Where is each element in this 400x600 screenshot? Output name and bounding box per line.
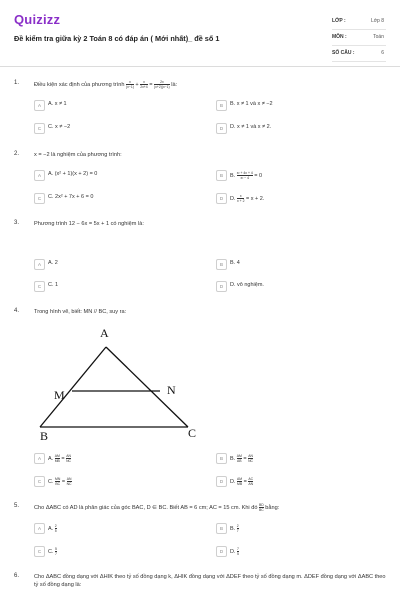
header-divider [0, 66, 400, 67]
option-text: A. (x² + 1)(x + 2) = 0 [48, 171, 98, 177]
meta-row-subject [332, 30, 386, 46]
option-badge: D [216, 123, 227, 134]
label-b: B [40, 429, 49, 443]
option-text: C. x ≠ −2 [48, 124, 71, 130]
option-4d[interactable] [216, 476, 366, 486]
option-badge: B [216, 259, 227, 270]
label-n: N [167, 383, 176, 397]
meta-label: LỚP : [332, 18, 346, 24]
fraction: $\frac{5}{7}$ [55, 547, 57, 556]
option-text: B. $\frac{\text{x² + 4x + 4}}{\text{x² − 4}}$ = 0 [230, 171, 263, 180]
fraction: $\frac{AM}{MB}$ [237, 477, 243, 486]
option-5c[interactable] [34, 546, 184, 556]
option-4a[interactable] [34, 453, 184, 463]
meta-label: SỐ CÂU : [332, 50, 355, 56]
label-a: A [100, 326, 109, 340]
option-badge: B [216, 170, 227, 181]
meta-row-class [332, 14, 386, 30]
meta-label: MÔN : [332, 34, 347, 40]
meta-value: Toán [373, 34, 384, 40]
fraction: $\frac{AN}{NC}$ [66, 477, 72, 486]
option-1a[interactable] [34, 100, 184, 110]
option-text: D. vô nghiệm. [230, 282, 264, 288]
option-text: B. x ≠ 1 và x ≠ −2 [230, 101, 273, 107]
fraction: $\frac{x}{2x+4}$ [140, 80, 148, 89]
option-5a[interactable] [34, 523, 184, 533]
option-badge: A [34, 453, 45, 464]
fraction: $\frac{AN}{NC}$ [248, 454, 254, 463]
option-4c[interactable] [34, 476, 184, 486]
fraction: $\frac{AM}{MB}$ [54, 454, 60, 463]
side-ab [40, 347, 106, 427]
quizizz-logo: Quizizz [14, 12, 61, 27]
option-text: D. $\frac{AM}{MB}$ = $\frac{AC}{AN}$ [230, 477, 254, 486]
option-text: C. $\frac{5}{7}$ [48, 547, 57, 556]
option-badge: B [216, 453, 227, 464]
option-text: C. 2x² + 7x + 6 = 0 [48, 194, 94, 200]
option-text: D. $\frac{7}{5}$ [230, 547, 239, 556]
option-3b[interactable] [216, 259, 366, 269]
option-2c[interactable] [34, 193, 184, 203]
document-title: Đề kiểm tra giữa kỳ 2 Toán 8 có đáp án ( Mới nhất)_ đề số 1 [14, 34, 220, 43]
question-text-tail: là: [171, 81, 178, 88]
option-2d[interactable] [216, 193, 366, 203]
option-5d[interactable] [216, 546, 366, 556]
question-text: Điều kiện xác định của phương trình $\frac{x}{(x-1)}$ + $\frac{x}{2x+4}$ = $\frac{2x}{(x+2)(x-1)}$ là: [34, 80, 178, 89]
option-4b[interactable] [216, 453, 366, 463]
meta-value: 6 [381, 50, 384, 56]
question-text-main: Điều kiện xác định của phương trình [34, 81, 125, 88]
option-badge: A [34, 170, 45, 181]
option-text: B. $\frac{AM}{AB}$ = $\frac{AN}{NC}$ [230, 454, 254, 463]
option-text: A. $\frac{AM}{MB}$ = $\frac{AN}{NC}$ [48, 454, 72, 463]
question-text: x = −2 là nghiệm của phương trình: [34, 152, 122, 158]
option-3c[interactable] [34, 281, 184, 291]
option-2b[interactable] [216, 170, 366, 180]
question-text: Cho ΔABC đồng dạng với ΔHIK theo tỷ số đồng dạng k, ΔHIK đồng dạng với ΔDEF theo tỷ số đồng dạng m. ΔDEF đồng dạng với ΔABC theo tỷ số đồng dạng là: [34, 574, 386, 588]
option-text: B. 4 [230, 260, 240, 266]
option-badge: D [216, 476, 227, 487]
option-text: C. 1 [48, 282, 59, 288]
fraction: $\frac{x}{x + 2}$ [237, 194, 245, 203]
meta-row-count [332, 46, 386, 62]
option-badge: C [34, 546, 45, 557]
option-text: D. $\frac{x}{x + 2}$ = x + 2. [230, 194, 265, 203]
option-text: A. $\frac{2}{5}$ [48, 524, 57, 533]
meta-box [332, 14, 386, 62]
option-3a[interactable] [34, 259, 184, 269]
question-number: 5. [14, 503, 20, 509]
option-badge: C [34, 476, 45, 487]
header [0, 0, 400, 66]
fraction: $\frac{2}{5}$ [54, 524, 57, 533]
fraction: $\frac{2x}{(x+2)(x-1)}$ [154, 80, 170, 89]
label-m: M [54, 388, 65, 402]
option-1c[interactable] [34, 123, 184, 133]
option-badge: C [34, 281, 45, 292]
fraction: $\frac{x}{(x-1)}$ [126, 80, 134, 89]
question-text-main: Cho ΔABC có AD là phân giác của góc BAC, D ∈ BC. Biết AB = 6 cm; AC = 15 cm. Khi đó [34, 504, 258, 511]
option-text: C. $\frac{MN}{BC}$ = $\frac{AN}{NC}$ [48, 477, 72, 486]
question-text-tail: bằng: [265, 504, 280, 511]
option-text: B. $\frac{2}{7}$ [230, 524, 239, 533]
fraction: $\frac{\text{x² + 4x + 4}}{\text{x² − 4}}$ [236, 171, 253, 180]
fraction: $\frac{2}{7}$ [236, 524, 239, 533]
question-number: 4. [14, 308, 20, 314]
fraction: $\frac{AM}{AB}$ [236, 454, 242, 463]
option-badge: A [34, 523, 45, 534]
label-c: C [188, 426, 197, 440]
triangle-figure [30, 323, 210, 443]
question-number: 6. [14, 573, 20, 579]
option-text: A. 2 [48, 260, 58, 266]
option-text: A. x ≠ 1 [48, 101, 67, 107]
option-text: D. x ≠ 1 và x ≠ 2. [230, 124, 272, 130]
option-badge: C [34, 123, 45, 134]
option-5b[interactable] [216, 523, 366, 533]
option-1d[interactable] [216, 123, 366, 133]
question-number: 3. [14, 220, 20, 226]
fraction: $\frac{7}{5}$ [237, 547, 239, 556]
option-badge: C [34, 193, 45, 204]
question-text: Trong hình vẽ, biết: MN // BC, suy ra: [34, 309, 127, 315]
side-ac [106, 347, 188, 427]
question-text [34, 503, 390, 512]
fraction: $\frac{MN}{BC}$ [55, 477, 61, 486]
question-number: 2. [14, 151, 20, 157]
fraction: $\frac{AC}{AN}$ [248, 477, 254, 486]
question-number: 1. [14, 80, 20, 86]
option-badge: D [216, 546, 227, 557]
option-badge: D [216, 193, 227, 204]
option-1b[interactable] [216, 100, 366, 110]
option-3d[interactable] [216, 281, 366, 291]
option-badge: A [34, 259, 45, 270]
option-badge: B [216, 100, 227, 111]
option-badge: A [34, 100, 45, 111]
option-badge: B [216, 523, 227, 534]
fraction: $\frac{BD}{BC}$ [259, 503, 264, 512]
option-badge: D [216, 281, 227, 292]
option-2a[interactable] [34, 170, 184, 180]
question-text: Phương trình 12 − 6x = 5x + 1 có nghiệm là: [34, 221, 144, 227]
fraction: $\frac{AN}{NC}$ [66, 454, 72, 463]
meta-value: Lớp 8 [370, 18, 384, 24]
